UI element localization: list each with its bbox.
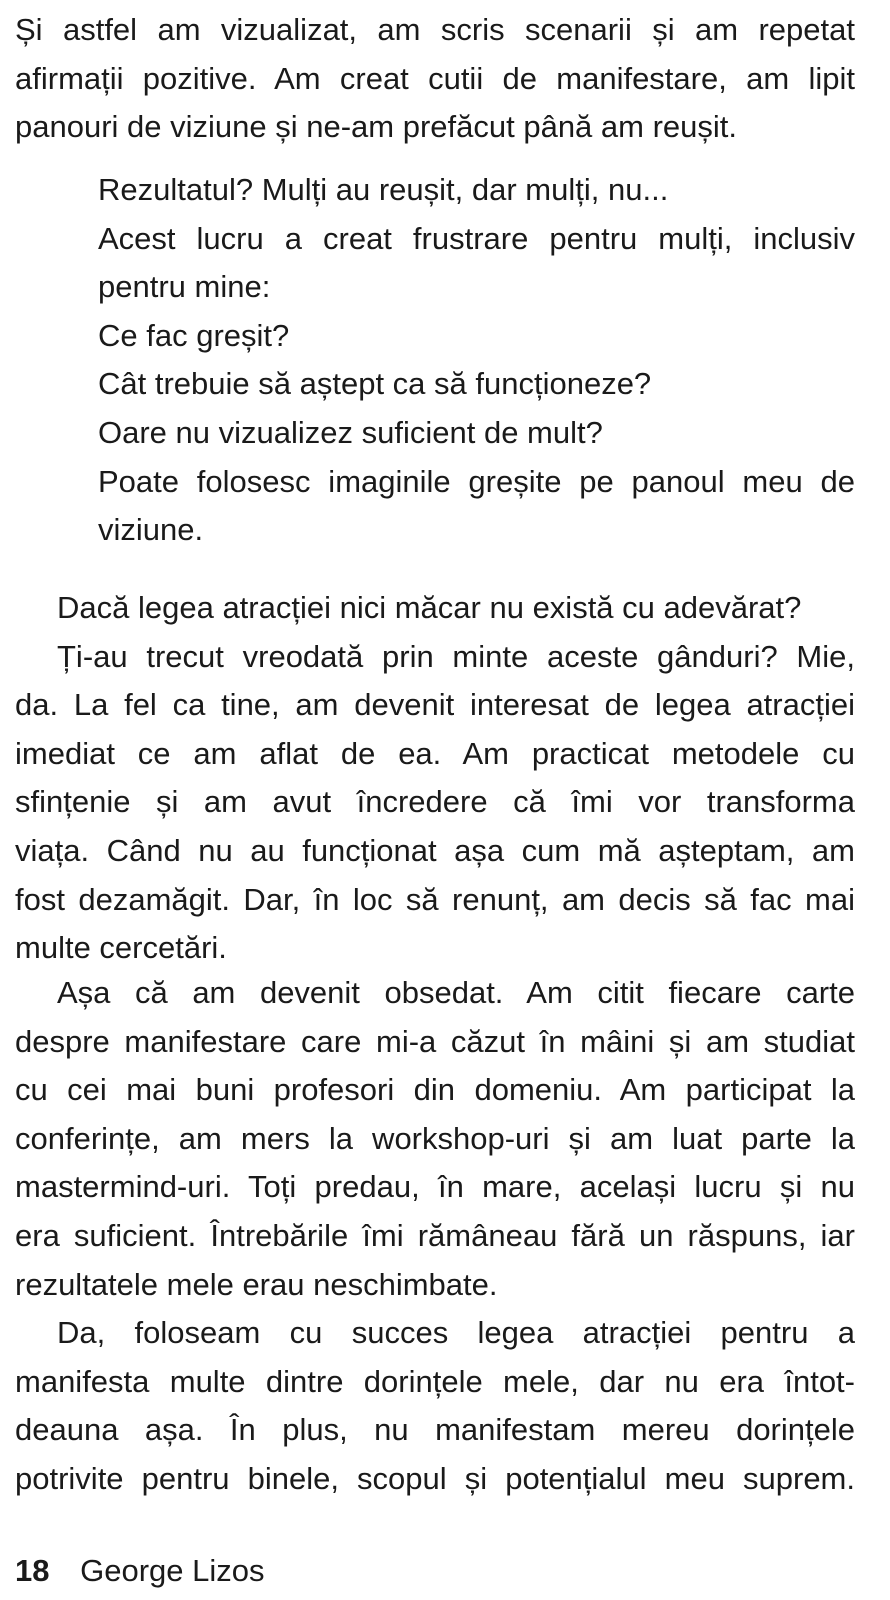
text-line: Dacă legea atracției nici măcar nu există cu adevărat? [57, 590, 802, 625]
text-line: afirmații pozitive. Am creat cutii de manifestare, am lipit [15, 60, 855, 96]
text-line: panouri de viziune și ne-am prefăcut până am reușit. [15, 109, 738, 145]
text-line: rezultatele mele erau neschimbate. [15, 1266, 498, 1302]
text-line: era suficient. Întrebările îmi rămâneau fără un răspuns, iar [15, 1217, 855, 1253]
text-line: conferințe, am mers la workshop-uri și am luat parte la [15, 1120, 855, 1156]
text-line: Ți-au trecut vreodată prin minte aceste gânduri? Mie, [57, 638, 855, 674]
indented-line: Cât trebuie să aștept ca să funcționeze? [98, 366, 652, 402]
text-line: deauna așa. În plus, nu manifestam mereu dorințele [15, 1412, 855, 1448]
indented-line: viziune. [98, 512, 204, 548]
text-line: sfințenie și am avut încredere că îmi vor transforma [15, 784, 855, 820]
page-number: 18 [15, 1553, 50, 1588]
author-name: George Lizos [80, 1553, 265, 1588]
text-line: Și astfel am vizualizat, am scris scenarii și am repetat [15, 12, 855, 47]
indented-line: pentru mine: [98, 269, 271, 305]
text-line: multe cercetări. [15, 930, 227, 966]
text-line: manifesta multe dintre dorințele mele, dar nu era întot- [15, 1363, 855, 1399]
text-line: fost dezamăgit. Dar, în loc să renunț, am decis să fac mai [15, 881, 855, 917]
paragraph-1 [15, 6, 855, 152]
page-footer [15, 1551, 265, 1591]
text-line: mastermind-uri. Toți predau, în mare, același lucru și nu [15, 1169, 855, 1205]
text-line: viața. Când nu au funcționat așa cum mă așteptam, am [15, 832, 855, 868]
text-line: cu cei mai buni profesori din domeniu. Am participat la [15, 1072, 855, 1108]
text-line: potrivite pentru binele, scopul și potențialul meu suprem. [15, 1460, 855, 1496]
text-line: Da, foloseam cu succes legea atracției pentru a [57, 1315, 855, 1350]
text-line: imediat ce am aflat de ea. Am practicat metodele cu [15, 735, 855, 771]
indented-line: Rezultatul? Mulți au reușit, dar mulți, nu... [98, 172, 669, 207]
indented-line: Ce fac greșit? [98, 317, 290, 353]
paragraph-3 [15, 969, 855, 1309]
indented-block [98, 166, 855, 555]
text-line: despre manifestare care mi-a căzut în mâini și am studiat [15, 1023, 855, 1059]
indented-line: Poate folosesc imaginile greșite pe panoul meu de [98, 463, 855, 499]
paragraph-2 [15, 584, 855, 973]
indented-line: Acest lucru a creat frustrare pentru mulți, inclusiv [98, 220, 855, 256]
text-line: Așa că am devenit obsedat. Am citit fiecare carte [57, 975, 855, 1010]
paragraph-4 [15, 1309, 855, 1503]
text-line: da. La fel ca tine, am devenit interesat de legea atracției [15, 687, 855, 723]
indented-line: Oare nu vizualizez suficient de mult? [98, 414, 603, 450]
